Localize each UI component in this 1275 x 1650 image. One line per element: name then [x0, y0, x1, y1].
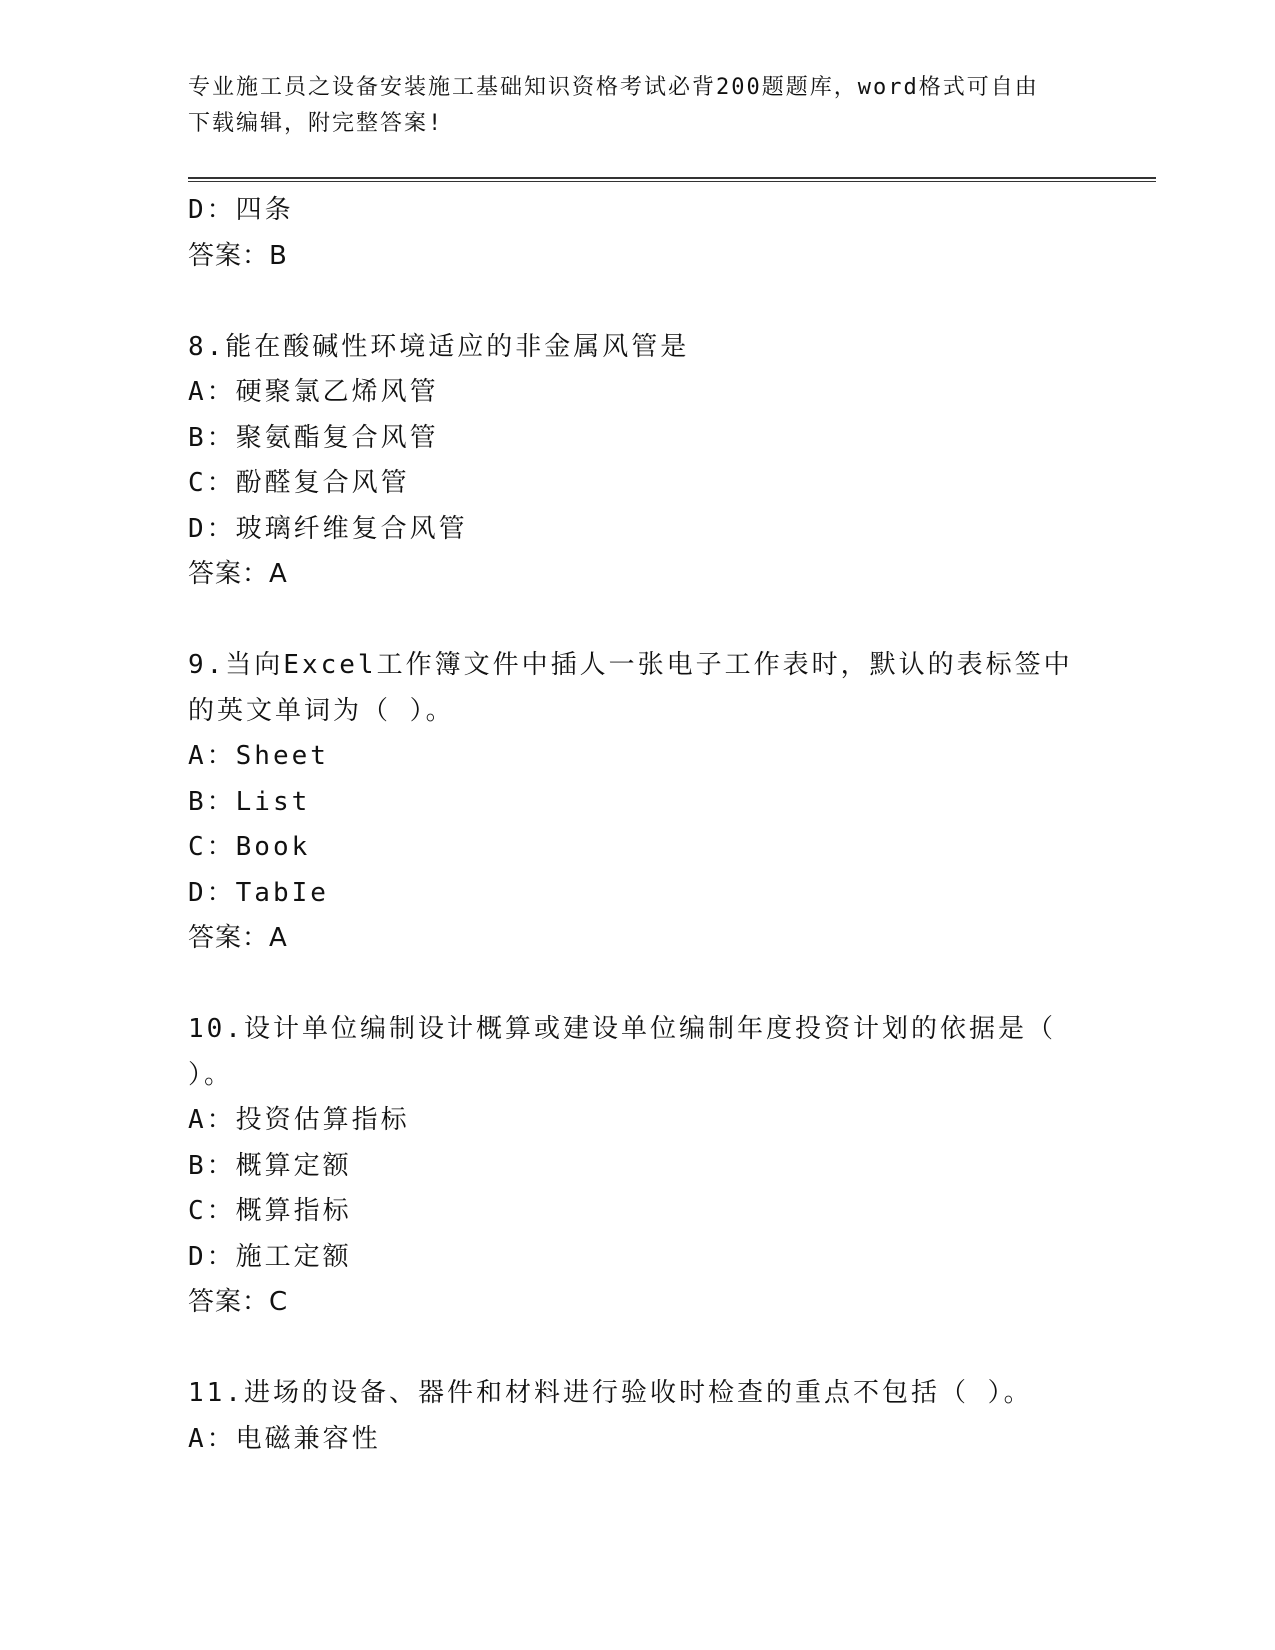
header-title-line-2: 下载编辑，附完整答案!: [188, 111, 444, 136]
question-10-answer: 答案：C: [188, 1287, 289, 1317]
question-11-option-a: A：电磁兼容性: [188, 1423, 381, 1454]
question-9-stem-line-2: 的英文单词为（ ）。: [188, 695, 455, 726]
question-content: [188, 188, 1088, 1462]
spacer: [188, 279, 1088, 325]
question-8-option-a: A：硬聚氯乙烯风管: [188, 377, 439, 407]
question-9-option-c: C：Book: [188, 832, 311, 862]
question-10-stem-line-2: ）。: [188, 1059, 234, 1090]
question-10-option-b: B：概算定额: [188, 1150, 352, 1181]
question-10-option-c: C：概算指标: [188, 1196, 352, 1226]
question-8-option-d: D：玻璃纤维复合风管: [188, 513, 468, 544]
question-10-stem-line-1: 10.设计单位编制设计概算或建设单位编制年度投资计划的依据是（: [188, 1014, 1056, 1044]
question-11-stem: 11.进场的设备、器件和材料进行验收时检查的重点不包括（ ）。: [188, 1378, 1033, 1408]
question-8-stem: 8.能在酸碱性环境适应的非金属风管是: [188, 331, 690, 362]
document-header: [188, 70, 1088, 142]
header-title-line-1: 专业施工员之设备安装施工基础知识资格考试必背200题题库，word格式可自由: [188, 75, 1039, 100]
answer-line: 答案：B: [188, 240, 288, 271]
question-10-option-a: A：投资估算指标: [188, 1105, 410, 1135]
question-9-option-a: A：Sheet: [188, 741, 329, 771]
option-d: D：四条: [188, 195, 294, 225]
question-8-option-b: B：聚氨酯复合风管: [188, 422, 439, 453]
question-10-option-d: D：施工定额: [188, 1241, 352, 1272]
spacer: [188, 1326, 1088, 1372]
question-8-answer: 答案：A: [188, 559, 288, 589]
question-9-answer: 答案：A: [188, 923, 288, 953]
header-divider: [188, 177, 1156, 182]
spacer: [188, 962, 1088, 1008]
question-9-option-b: B：List: [188, 786, 311, 817]
question-9-option-d: D：TabIe: [188, 877, 329, 908]
question-8-option-c: C：酚醛复合风管: [188, 468, 410, 498]
question-9-stem-line-1: 9.当向Excel工作簿文件中插人一张电子工作表时，默认的表标签中: [188, 650, 1073, 680]
spacer: [188, 598, 1088, 644]
